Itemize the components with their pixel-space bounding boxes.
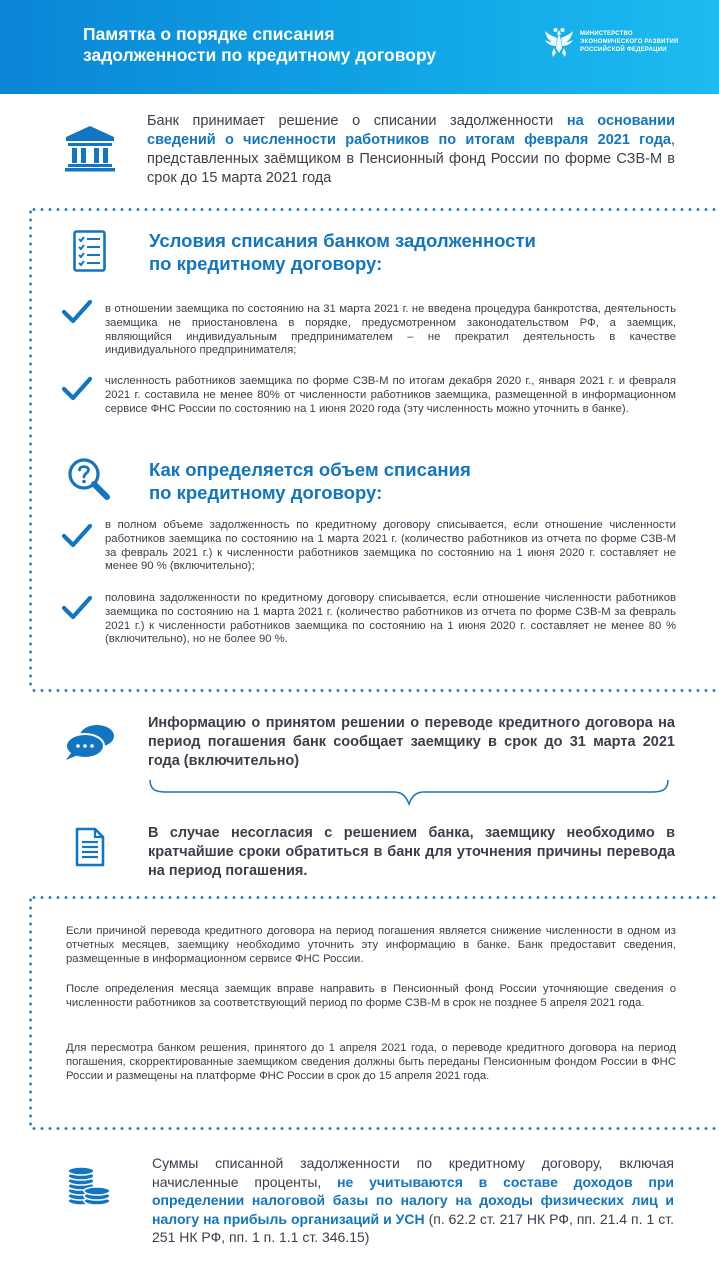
volume-title (149, 458, 629, 504)
intro-text-part2: , представленных заёмщиком в Пенсионный фонд России по форме СЗВ-М в срок до 15 марта 2021 года (147, 132, 675, 186)
ministry-line2: ЭКОНОМИЧЕСКОГО РАЗВИТИЯ (580, 39, 679, 45)
condition-item-1: в отношении заемщика по состоянию на 31 марта 2021 г. не введена процедура банкротства, деятельность заемщика не приостановлена в порядке, предусмотренном законодательством РФ, а заемщик, являющийся индивидуальным предпринимателем – не прекратил деятельность в качестве индивидуального предпринимателя; (105, 303, 676, 357)
brace-divider (148, 778, 670, 806)
frame1-bottom-border (30, 689, 719, 692)
coins-icon (66, 1164, 112, 1206)
final-text-highlight: не учитываются в составе доходов при определении налоговой базы по налогу на доходы физических лиц и налогу на прибыль организаций и УСН (152, 1173, 674, 1227)
question-magnifier-icon (67, 457, 111, 501)
ministry-name (580, 30, 712, 54)
final-paragraph (152, 1154, 674, 1247)
eagle-emblem-icon (543, 26, 575, 60)
bank-building-icon (64, 124, 116, 172)
document-icon (75, 827, 105, 867)
conditions-title (149, 229, 629, 275)
check-icon (62, 595, 92, 621)
intro-paragraph (147, 112, 675, 188)
chat-bubble-icon (63, 722, 117, 762)
page-title-line2: задолженности по кредитному договору (83, 45, 437, 65)
final-text-part1: Суммы списанной задолженности по кредитному договору, включая начисленные проценты, (152, 1155, 674, 1190)
frame1-left-border (29, 208, 32, 690)
detail-paragraph-1: Если причиной перевода кредитного договора на период погашения является снижение численности в одном из отчетных месяцев, заемщику необходимо уточнить эту информацию в банке. Банк предоставит сведения, размещенные в информационном сервисе ФНС России. (66, 925, 676, 965)
header-banner (0, 0, 719, 94)
checklist-icon (73, 230, 106, 272)
frame1-top-border (30, 208, 719, 211)
frame2-top-border (30, 896, 719, 899)
final-text-part2: (п. 62.2 ст. 217 НК РФ, пп. 21.4 п. 1 ст. 251 НК РФ, пп. 1 п. 1.1 ст. 346.15) (152, 1210, 674, 1245)
volume-item-1: в полном объеме задолженность по кредитному договору списывается, если отношение численности работников заемщика по состоянию на 1 марта 2021 г. (количество работников из отчета по форме СЗВ-М за февраль 2021 г.) к численности работников заемщика по состоянию на 1 июня 2020 г. составляет не менее 90 % (включительно); (105, 519, 676, 573)
conditions-title-line1: Условия списания банком задолженности (149, 230, 536, 251)
check-icon (62, 299, 92, 325)
detail-paragraph-3: Для пересмотра банком решения, принятого до 1 апреля 2021 года, о переводе кредитного договора на период погашения, скорректированные заемщиком сведения должны быть переданы Пенсионным фондом России в ФНС России и размещены на платформе ФНС России в срок до 15 апреля 2021 года. (66, 1042, 676, 1082)
ministry-line1: МИНИСТЕРСТВО (580, 31, 633, 37)
volume-title-line2: по кредитному договору: (149, 482, 383, 503)
page-title-line1: Памятка о порядке списания (83, 24, 335, 44)
check-icon (62, 376, 92, 402)
frame2-left-border (29, 896, 32, 1129)
conditions-title-line2: по кредитному договору: (149, 253, 383, 274)
disagree-paragraph: В случае несогласия с решением банка, заемщику необходимо в кратчайшие сроки обратиться в банк для уточнения причины перевода на период погашения. (148, 825, 675, 879)
check-icon (62, 523, 92, 549)
volume-title-line1: Как определяется объем списания (149, 459, 471, 480)
volume-item-2: половина задолженности по кредитному договору списывается, если отношение численности работников заемщика по состоянию на 1 марта 2021 г. (количество работников из отчета по форме СЗВ-М за февраль 2021 г.) к численности работников заемщика по состоянию на 1 июня 2020 г. составляет не менее 80 % (включительно), но не более 90 %. (105, 592, 676, 646)
info-paragraph: Информацию о принятом решении о переводе кредитного договора на период погашения банк сообщает заемщику в срок до 31 марта 2021 года (включительно) (148, 715, 675, 769)
intro-text-part1: Банк принимает решение о списании задолженности (147, 113, 567, 129)
detail-paragraph-2: После определения месяца заемщик вправе направить в Пенсионный фонд России уточняющие сведения о численности работников за соответствующий период по форме СЗВ-М в срок не позднее 5 апреля 2021 года. (66, 983, 676, 1009)
intro-text-highlight: на основании сведений о численности работников по итогам февраля 2021 года (147, 113, 675, 148)
ministry-line3: РОССИЙСКОЙ ФЕДЕРАЦИИ (580, 47, 667, 53)
page-title (83, 24, 523, 66)
condition-item-2: численность работников заемщика по форме СЗВ-М по итогам декабря 2020 г., января 2021 г. и февраля 2021 г. составила не менее 80% от численности работников заемщика, размещенной в информационном сервисе ФНС России по состоянию на 1 июня 2020 года (эту численность можно уточнить в банке). (105, 375, 676, 415)
frame2-bottom-border (30, 1127, 719, 1130)
